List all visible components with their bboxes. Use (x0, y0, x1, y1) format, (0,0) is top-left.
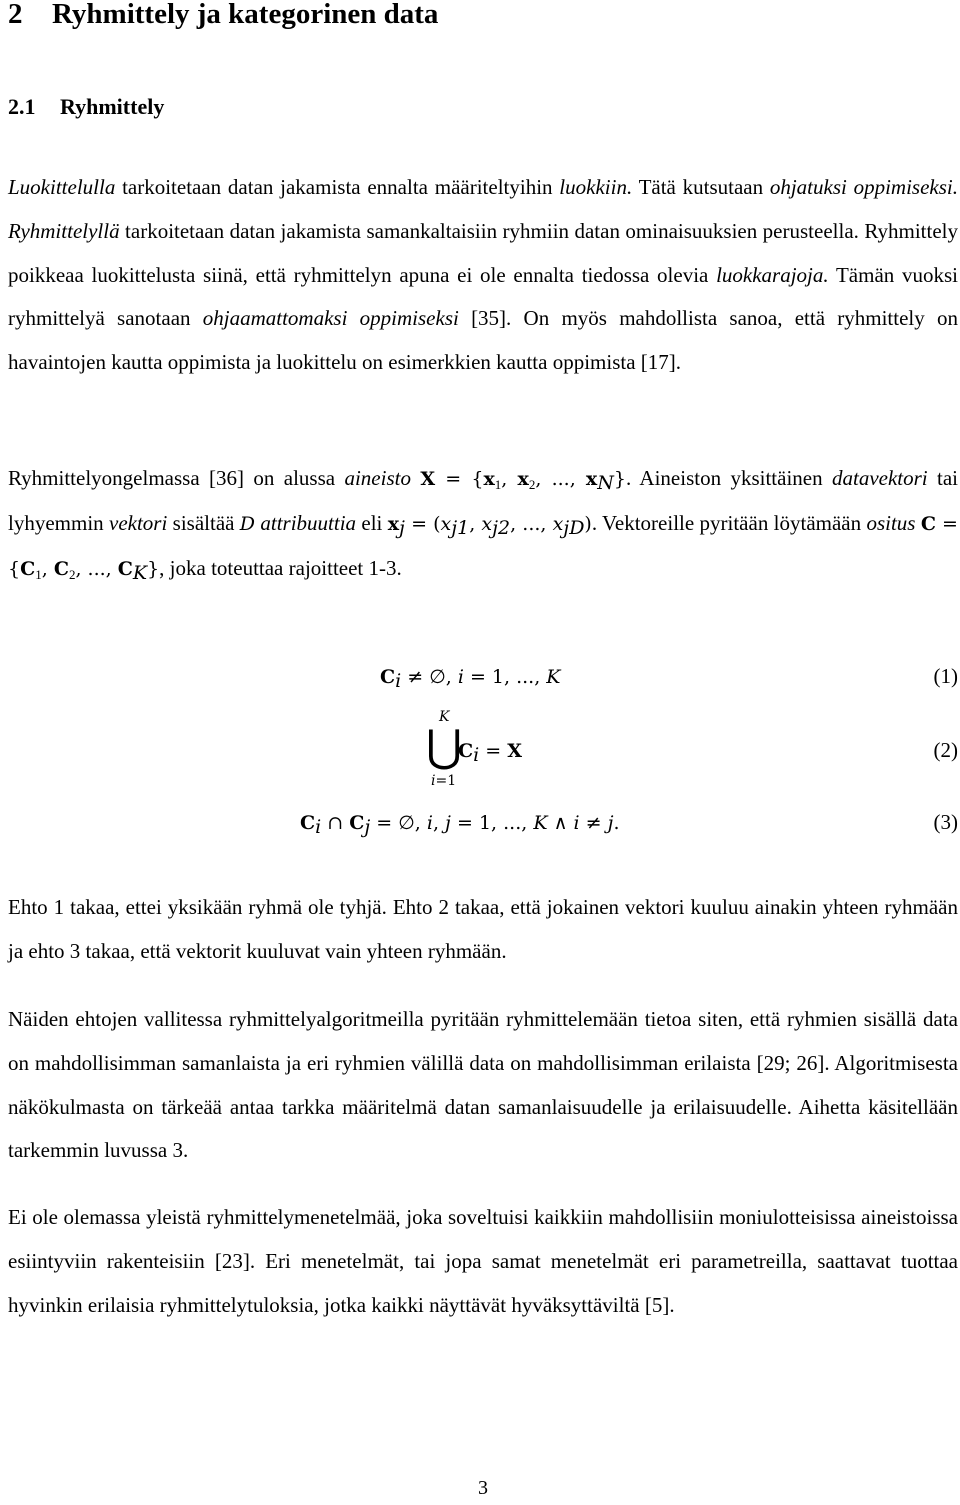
subscript: 1 (35, 566, 42, 582)
math-x: x (440, 512, 452, 535)
math-x: x (481, 512, 493, 535)
subscript: 2 (68, 566, 76, 582)
section-heading (8, 87, 164, 127)
math-run: , (41, 557, 54, 580)
text-run: Ryhmittelyongelmassa [36] on alussa (8, 466, 345, 490)
subscript: jD (563, 516, 585, 539)
chapter-heading (8, 0, 438, 34)
term-luokittelulla: Luokittelulla (8, 175, 116, 199)
term-luokkiin: luokkiin. (559, 175, 633, 199)
subscript: K (132, 561, 148, 584)
math-run: . (613, 812, 620, 834)
math-x: x (517, 468, 529, 490)
math-C: C (458, 740, 474, 762)
math-run: , (469, 512, 482, 535)
text-run: tai lyhyemmin (8, 466, 959, 535)
math-run: } (147, 557, 160, 580)
subscript: j2 (492, 516, 511, 539)
math-x: x (387, 512, 400, 535)
section-number: 2.1 (8, 94, 36, 119)
subscript: i (473, 744, 480, 766)
math-run: = ( (404, 512, 441, 535)
text-run: . Aineiston yksittäinen (625, 466, 832, 490)
subscript: 1 (494, 477, 502, 492)
term-vektori: vektori (109, 510, 168, 535)
chapter-number: 2 (8, 0, 23, 30)
equation-1 (8, 654, 958, 698)
text-run: [35]. On myös mahdollista sanoa, että ryhmittely on havaintojen kautta oppimista ja luokittelu on esimerkkien kautta oppimista [17]. (8, 306, 958, 375)
paragraph-algorithm-goal: Näiden ehtojen vallitessa ryhmittelyalgoritmeilla pyritään ryhmittelemään tietoa siten, että ryhmien sisällä data on mahdollisimman samanlaista ja eri ryhmien välillä data on mahdollisimman erilaista [29; 26]. Algoritmisesta näkökulmasta on tärkeää antaa tarkka määritelmä datan samanlaisuudelle ja erilaisuudelle. Aihetta käsitellään tarkemmin luvussa 3. (8, 1007, 958, 1163)
paragraph-conditions-explained: Ehto 1 takaa, ettei yksikään ryhmä ole tyhjä. Ehto 2 takaa, että jokainen vektori kuuluu ainakin yhteen ryhmään ja ehto 3 takaa, että vektorit kuuluvat vain yhteen ryhmään. (8, 895, 958, 963)
equation-2-body (458, 728, 522, 773)
equation-2 (8, 728, 958, 772)
math-run: ∧ (547, 812, 574, 834)
math-run: =1 (435, 773, 457, 789)
equation-3-body (300, 800, 620, 845)
math-run: , (540, 512, 553, 535)
subscript: 2 (528, 477, 536, 492)
math-run: ... (522, 512, 541, 535)
math-C: C (380, 666, 396, 688)
term-ryhmittelylla: Ryhmittelyllä (8, 218, 120, 243)
equation-1-body (380, 654, 561, 699)
math-run: = { (8, 512, 958, 580)
text-run: . Vektoreille pyritään löytämään (591, 510, 867, 535)
text-run: tarkoitetaan datan jakamista ennalta määriteltyihin (115, 175, 560, 199)
subscript: j (364, 816, 371, 838)
math-C: C (349, 812, 365, 834)
math-run: ... (551, 468, 570, 490)
term-aineisto: aineisto (344, 466, 411, 490)
math-run: , (501, 468, 518, 490)
math-C: C (920, 512, 936, 535)
union-symbol: ⋃ (426, 721, 463, 772)
equation-3 (8, 800, 958, 844)
math-x: x (585, 468, 598, 490)
math-run: = { (435, 468, 484, 490)
text-run: , joka toteuttaa rajoitteet 1-3. (159, 555, 402, 580)
term-datavektori: datavektori (832, 466, 928, 490)
math-x: x (483, 468, 495, 490)
term-ositus: ositus (866, 510, 916, 535)
text-run: Tätä kutsutaan (632, 175, 770, 199)
paragraph-clustering-definition (8, 166, 958, 385)
math-run: , (75, 557, 88, 580)
subscript: j1 (451, 516, 470, 539)
math-C: C (117, 557, 133, 580)
equation-2-tag: (2) (933, 738, 958, 762)
term-luokkarajoja: luokkarajoja. (716, 262, 829, 287)
term-ohjaamattomaksi-oppimiseksi: ohjaamattomaksi oppimiseksi (202, 306, 459, 331)
subscript: N (597, 472, 614, 494)
paragraph-no-universal-method: Ei ole olemassa yleistä ryhmittelymenetelmää, joka soveltuisi kaikkiin mahdollisiin moniulotteisissa aineistoissa esiintyviin rakenteisiin [23]. Eri menetelmät, tai jopa samat menetelmät eri parametreilla, saattavat tuottaa hyvinkin erilaisia ryhmittelytuloksia, jotka kaikki näyttävät hyväksyttäviltä [5]. (8, 1205, 958, 1317)
text-run: tarkoitetaan datan jakamista samankaltaisiin ryhmiin datan ominaisuuksien perusteella. Ryhmittely poikkeaa luokittelusta siinä, että ryhmittelyn apuna ei ole ennalta tiedossa olevia (8, 218, 958, 287)
math-X: X (507, 740, 522, 762)
text-run: sisältää (167, 510, 240, 535)
text-run: eli (356, 510, 388, 535)
math-run: = (450, 812, 479, 834)
math-run: , (535, 468, 552, 490)
math-i: i (457, 666, 464, 688)
math-run: = (479, 740, 508, 762)
term-ohjatuksi-oppimiseksi: ohjatuksi oppimiseksi. (769, 175, 958, 199)
math-K: K (546, 666, 561, 688)
math-j: j (607, 812, 614, 834)
math-run: ≠ ∅, (401, 666, 458, 688)
math-run: = ∅, (370, 812, 427, 834)
math-C: C (300, 812, 316, 834)
equation-1-tag: (1) (933, 664, 958, 688)
math-i: i (426, 812, 433, 834)
math-run: = (463, 666, 492, 688)
math-run: , (105, 557, 118, 580)
math-X: X (420, 468, 436, 490)
math-run: , (510, 512, 523, 535)
math-run: , (432, 812, 446, 834)
subscript: i (315, 816, 322, 838)
math-run: ≠ (579, 812, 608, 834)
math-i: i (431, 773, 436, 789)
equation-3-tag: (3) (933, 810, 958, 834)
math-run: , (569, 468, 586, 490)
math-j: j (445, 812, 451, 834)
math-run: ∩ (321, 812, 350, 834)
chapter-title: Ryhmittely ja kategorinen data (52, 0, 439, 30)
union-upper-limit: K (439, 709, 450, 725)
math-K: K (533, 812, 548, 834)
math-run: } (613, 468, 626, 490)
math-x: x (552, 512, 564, 535)
subscript: j (399, 516, 405, 539)
subscript: i (395, 670, 402, 692)
math-run: 1, ..., (478, 812, 534, 834)
math-run: ... (87, 557, 106, 580)
math-C: C (53, 557, 69, 580)
page-number: 3 (478, 1477, 488, 1499)
math-D: D (239, 512, 256, 535)
paragraph-problem-statement (8, 457, 958, 591)
math-run: 1, ..., (491, 666, 547, 688)
term-attribuuttia: attribuuttia (260, 510, 357, 535)
math-run: ) (584, 512, 592, 535)
union-lower-limit (431, 773, 456, 789)
section-title: Ryhmittely (60, 94, 165, 119)
text-run: Tämän vuoksi ryhmittelyä sanotaan (8, 262, 958, 331)
math-i: i (573, 812, 580, 834)
math-C: C (20, 557, 36, 580)
